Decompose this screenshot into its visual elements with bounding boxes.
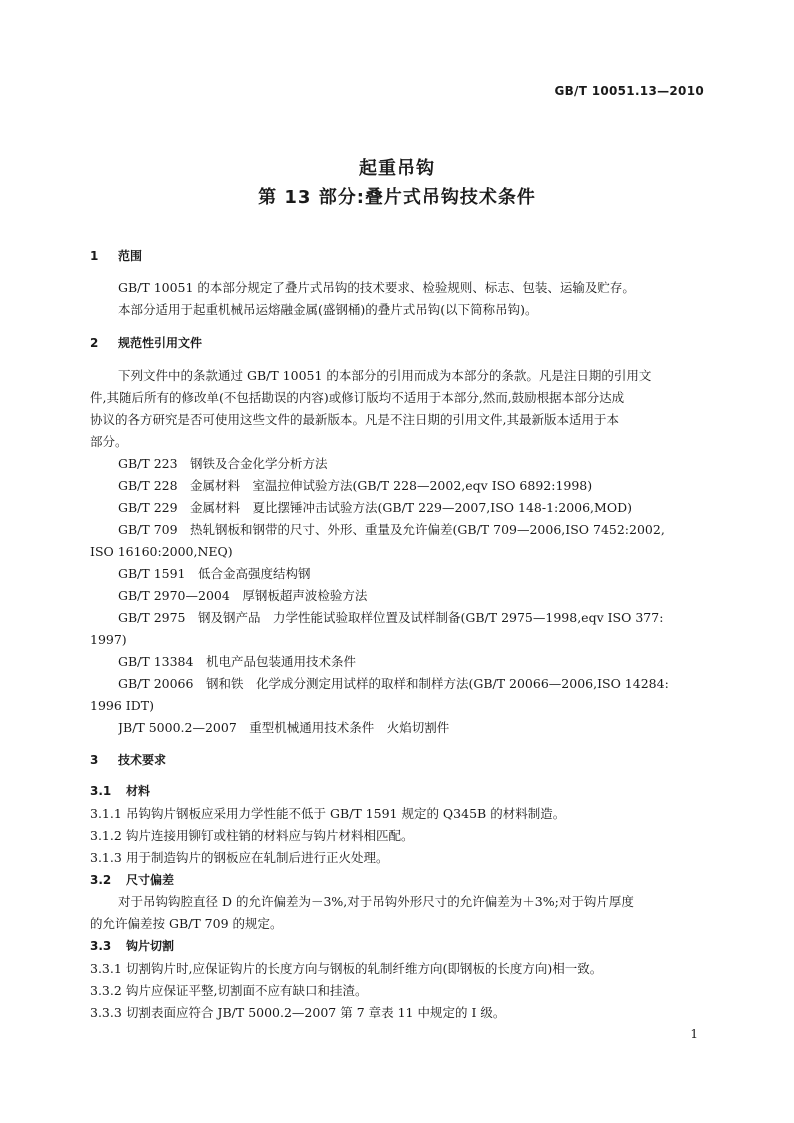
clause-text: 钩片连接用铆钉或柱销的材料应与钩片材料相匹配。 <box>126 828 414 843</box>
reference-item: GB/T 223 钢铁及合金化学分析方法 <box>118 456 328 471</box>
paragraph-line: 的允许偏差按 GB/T 709 的规定。 <box>90 916 283 931</box>
paragraph-line: 对于吊钩钩腔直径 D 的允许偏差为－3%,对于吊钩外形尺寸的允许偏差为＋3%;对于钩片厚度 <box>118 894 634 909</box>
paragraph: 本部分适用于起重机械吊运熔融金属(盛钢桶)的叠片式吊钩(以下简称吊钩)。 <box>118 302 538 317</box>
clause-text: 用于制造钩片的钢板应在轧制后进行正火处理。 <box>126 850 389 865</box>
subsection-3-1-heading <box>90 783 704 799</box>
section-1-heading <box>90 248 704 264</box>
clause-3-1-1 <box>90 806 704 822</box>
reference-item: GB/T 229 金属材料 夏比摆锤冲击试验方法(GB/T 229—2007,ISO 148-1:2006,MOD) <box>118 500 632 515</box>
reference-item: GB/T 2970—2004 厚钢板超声波检验方法 <box>118 588 368 603</box>
clause-number: 3.3.3 <box>90 1005 122 1020</box>
section-title: 技术要求 <box>118 753 167 767</box>
clause-number: 3.1.1 <box>90 806 122 821</box>
section-3-heading <box>90 752 704 768</box>
reference-item: GB/T 2975 钢及钢产品 力学性能试验取样位置及试样制备(GB/T 2975—1998,eqv ISO 377: <box>118 610 664 625</box>
clause-3-3-3 <box>90 1005 704 1021</box>
clause-text: 钩片应保证平整,切割面不应有缺口和挂渣。 <box>126 983 368 998</box>
clause-number: 3.1.2 <box>90 828 122 843</box>
reference-item: JB/T 5000.2—2007 重型机械通用技术条件 火焰切割件 <box>118 720 450 735</box>
reference-item: GB/T 20066 钢和铁 化学成分测定用试样的取样和制样方法(GB/T 20066—2006,ISO 14284: <box>118 676 669 691</box>
clause-3-3-1 <box>90 961 704 977</box>
section-number: 3.3 <box>90 939 112 953</box>
section-number: 3.1 <box>90 784 112 798</box>
section-title: 材料 <box>126 784 151 798</box>
section-number: 3.2 <box>90 873 112 887</box>
section-number: 2 <box>90 336 99 350</box>
clause-number: 3.3.1 <box>90 961 122 976</box>
document-title: 起重吊钩 <box>359 158 435 179</box>
page-number: 1 <box>690 1027 698 1041</box>
clause-3-1-3 <box>90 850 704 866</box>
reference-item-cont: 1996 IDT) <box>90 698 154 713</box>
section-number: 3 <box>90 753 99 767</box>
reference-item-cont: 1997) <box>90 632 127 647</box>
clause-number: 3.1.3 <box>90 850 122 865</box>
section-2-heading <box>90 335 704 351</box>
reference-item: GB/T 709 热轧钢板和钢带的尺寸、外形、重量及允许偏差(GB/T 709—2006,ISO 7452:2002, <box>118 522 665 537</box>
section-title: 规范性引用文件 <box>118 336 203 350</box>
reference-item-cont: ISO 16160:2000,NEQ) <box>90 544 233 559</box>
document-code: GB/T 10051.13—2010 <box>554 84 704 98</box>
section-title: 尺寸偏差 <box>126 873 175 887</box>
clause-text: 吊钩钩片钢板应采用力学性能不低于 GB/T 1591 规定的 Q345B 的材料制造。 <box>126 806 566 821</box>
paragraph-line: 协议的各方研究是否可使用这些文件的最新版本。凡是不注日期的引用文件,其最新版本适用于本 <box>90 412 619 427</box>
subsection-3-3-heading <box>90 938 704 954</box>
paragraph-line: 件,其随后所有的修改单(不包括勘误的内容)或修订版均不适用于本部分,然而,鼓励根据本部分达成 <box>90 390 625 405</box>
subsection-3-2-heading <box>90 872 704 888</box>
section-title: 范围 <box>118 249 143 263</box>
section-title: 钩片切割 <box>126 939 175 953</box>
reference-item: GB/T 1591 低合金高强度结构钢 <box>118 566 311 581</box>
clause-text: 切割表面应符合 JB/T 5000.2—2007 第 7 章表 11 中规定的 Ⅰ 级。 <box>126 1005 506 1020</box>
section-number: 1 <box>90 249 99 263</box>
clause-number: 3.3.2 <box>90 983 122 998</box>
clause-3-1-2 <box>90 828 704 844</box>
paragraph-line: 下列文件中的条款通过 GB/T 10051 的本部分的引用而成为本部分的条款。凡是注日期的引用文 <box>118 368 652 383</box>
paragraph: GB/T 10051 的本部分规定了叠片式吊钩的技术要求、检验规则、标志、包装、运输及贮存。 <box>118 280 635 295</box>
paragraph-line: 部分。 <box>90 434 128 449</box>
clause-text: 切割钩片时,应保证钩片的长度方向与钢板的轧制纤维方向(即钢板的长度方向)相一致。 <box>126 961 603 976</box>
reference-item: GB/T 228 金属材料 室温拉伸试验方法(GB/T 228—2002,eqv ISO 6892:1998) <box>118 478 593 493</box>
document-subtitle: 第 13 部分:叠片式吊钩技术条件 <box>258 187 536 208</box>
clause-3-3-2 <box>90 983 704 999</box>
reference-item: GB/T 13384 机电产品包装通用技术条件 <box>118 654 356 669</box>
